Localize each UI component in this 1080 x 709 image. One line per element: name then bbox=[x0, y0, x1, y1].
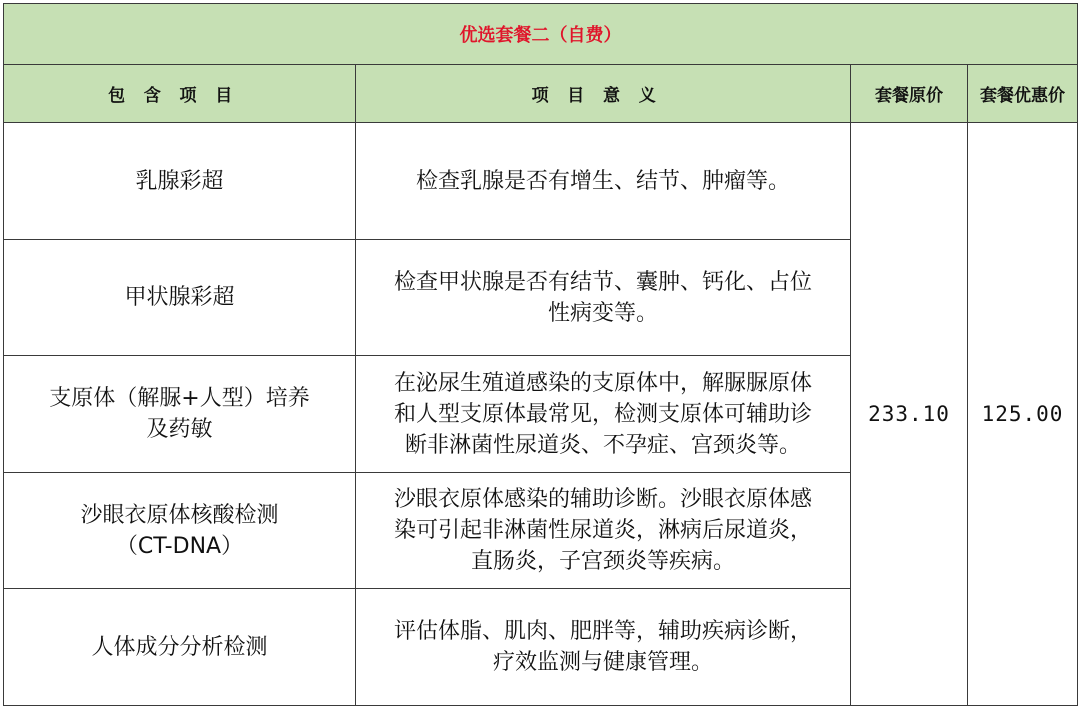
meaning-text: 检查甲状腺是否有结节、囊肿、钙化、占位 bbox=[393, 269, 812, 295]
item-text: （CT-DNA） bbox=[115, 533, 244, 559]
title-row bbox=[4, 4, 1078, 65]
header-original-price: 套餐原价 bbox=[851, 65, 968, 123]
item-cell bbox=[4, 239, 356, 355]
header-item-meaning: 项目意义 bbox=[356, 65, 851, 123]
meaning-cell bbox=[356, 472, 851, 588]
meaning-text: 检查乳腺是否有增生、结节、肿瘤等。 bbox=[415, 168, 790, 194]
meaning-text: 性病变等。 bbox=[547, 300, 658, 326]
meaning-cell bbox=[356, 239, 851, 355]
item-text: 人体成分分析检测 bbox=[91, 634, 268, 660]
meaning-cell bbox=[356, 589, 851, 706]
item-text: 沙眼衣原体核酸检测 bbox=[80, 502, 279, 528]
package-title: 优选套餐二（自费） bbox=[4, 4, 1078, 65]
meaning-text: 沙眼衣原体感染的辅助诊断。沙眼衣原体感 bbox=[393, 487, 812, 513]
header-row bbox=[4, 65, 1078, 123]
item-text: 支原体（解脲+人型）培养 bbox=[49, 386, 310, 412]
original-price-cell: 233.10 bbox=[851, 123, 968, 706]
item-cell bbox=[4, 123, 356, 239]
meaning-text: 直肠炎，子宫颈炎等疾病。 bbox=[470, 549, 735, 575]
table-row bbox=[4, 123, 1078, 239]
item-text: 及药敏 bbox=[146, 417, 213, 443]
package-table bbox=[3, 3, 1078, 706]
meaning-text: 染可引起非淋菌性尿道炎，淋病后尿道炎， bbox=[393, 518, 812, 544]
meaning-text: 疗效监测与健康管理。 bbox=[492, 650, 713, 676]
header-included-items: 包含项目 bbox=[4, 65, 356, 123]
meaning-text: 断非淋菌性尿道炎、不孕症、宫颈炎等。 bbox=[404, 432, 801, 458]
item-cell bbox=[4, 356, 356, 472]
item-text: 甲状腺彩超 bbox=[124, 285, 235, 311]
header-discount-price: 套餐优惠价 bbox=[968, 65, 1078, 123]
meaning-text: 评估体脂、肌肉、肥胖等，辅助疾病诊断， bbox=[393, 619, 812, 645]
item-cell bbox=[4, 472, 356, 588]
meaning-text: 在泌尿生殖道感染的支原体中，解脲脲原体 bbox=[393, 370, 812, 396]
item-text: 乳腺彩超 bbox=[135, 168, 224, 194]
item-cell bbox=[4, 589, 356, 706]
meaning-text: 和人型支原体最常见，检测支原体可辅助诊 bbox=[393, 401, 812, 427]
meaning-cell bbox=[356, 123, 851, 239]
meaning-cell bbox=[356, 356, 851, 472]
discount-price-cell: 125.00 bbox=[968, 123, 1078, 706]
